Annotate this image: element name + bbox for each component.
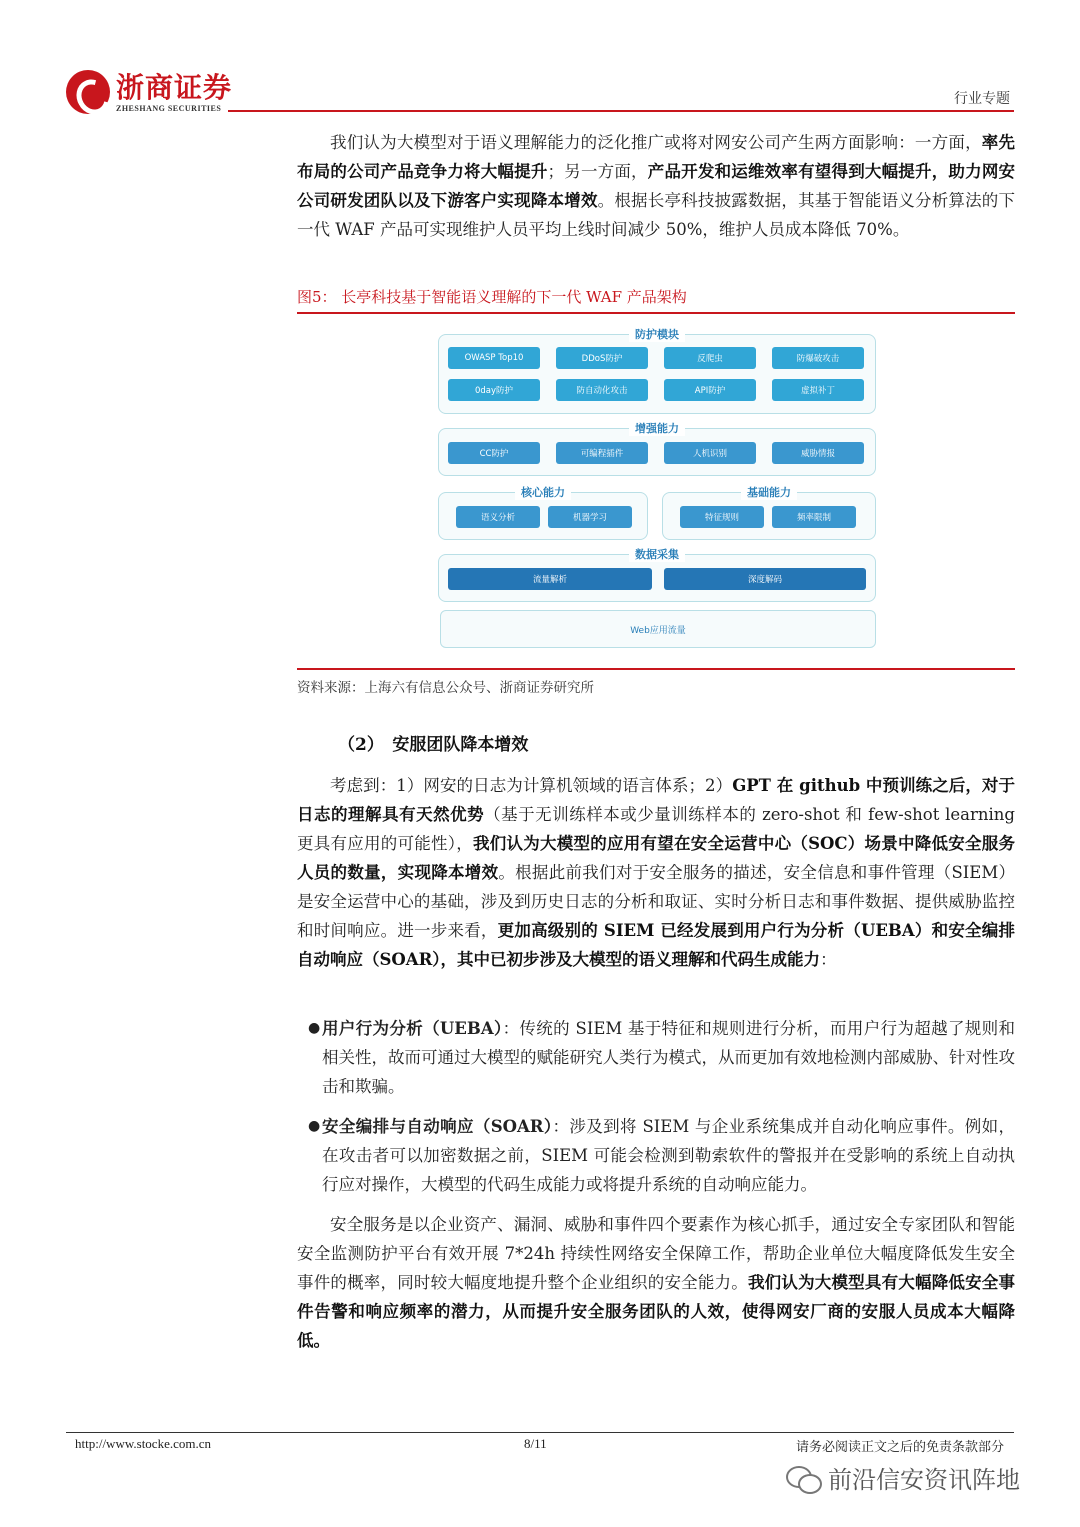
bullet-ueba [308,1014,1015,1101]
para2-text-4: ： [820,950,837,969]
section-heading: （2） 安服团队降本增效 [338,735,529,755]
base-box: 特征规则 [680,506,764,528]
protect-box: API防护 [664,379,756,401]
para2-text-2: （基于无训练样本或少量训练样本的 zero-shot 和 few-shot learning 更具有应用的可能性）， [297,805,1015,853]
disclaimer-note: 请务必阅读正文之后的免责条款部分 [795,1440,1004,1455]
para1-text-1: 我们认为大模型对于语义理解能力的泛化推广或将对网安公司产生两方面影响：一方面， [330,133,982,152]
watermark-text: 前沿信安资讯阵地 [828,1466,1020,1494]
bullet-dot-icon: ● [308,1020,321,1036]
enhance-box: 可编程插件 [556,442,648,464]
bullet-soar [308,1112,1015,1199]
protect-box: DDoS防护 [556,347,648,369]
para1-bold-1: 率先布局的公司产品竞争力将大幅提升 [297,133,1016,181]
para3-text-1: 安全服务是以企业资产、漏洞、威胁和事件四个要素作为核心抓手，通过安全专家团队和智能安全监测防护平台有效开展 7*24h 持续性网络安全保障工作，帮助企业单位大幅度降低发生安全事件的概率，同时较大幅度地提升整个企业组织的安全能力。 [297,1215,1015,1292]
header-divider [228,110,1014,112]
page-number: 8/11 [524,1436,547,1451]
company-logo [66,70,232,114]
base-label: 基础能力 [741,484,797,500]
logo-mark-icon [66,70,110,114]
logo-cn-text: 浙商证券 [116,70,233,104]
bullet-soar-text: ：涉及到将 SIEM 与企业系统集成并自动化响应事件。例如，在攻击者可以加密数据之前，SIEM 可能会检测到勒索软件的警报并在受影响的系统上自动执行应对操作，大模型的代码生成能力或将提升系统的自动响应能力。 [322,1117,1015,1194]
intro-paragraph [297,128,1015,244]
core-label: 核心能力 [515,484,571,500]
enhance-panel [438,422,876,476]
base-box: 频率限制 [772,506,856,528]
protect-label: 防护模块 [629,326,685,342]
para2-text-1: 考虑到：1）网安的日志为计算机领域的语言体系；2） [330,776,733,795]
base-panel [662,486,876,540]
enhance-box: 威胁情报 [772,442,864,464]
wechat-watermark [786,1460,1020,1495]
enhance-label: 增强能力 [629,420,685,436]
protect-box: OWASP Top10 [448,347,540,369]
core-box: 机器学习 [548,506,632,528]
protect-box: 0day防护 [448,379,540,401]
para2-text-3: 。根据此前我们对于安全服务的描述，安全信息和事件管理（SIEM）是安全运营中心的基础，涉及到历史日志的分析和取证、实时分析日志和事件数据、提供威胁监控和时间响应。进一步来看， [297,863,1015,940]
core-panel [438,486,648,540]
protect-box: 虚拟补丁 [772,379,864,401]
web-traffic-box: Web应用流量 [440,610,876,648]
para2-bold-1: GPT 在 github 中预训练之后，对于日志的理解具有天然优势 [297,776,1015,824]
protect-box: 反爬虫 [664,347,756,369]
protect-panel [438,328,876,414]
figure-title: 图5： 长亭科技基于智能语义理解的下一代 WAF 产品架构 [297,288,687,306]
report-category: 行业专题 [954,91,1010,107]
logo-en-text: ZHESHANG SECURITIES [116,103,222,113]
para2-bold-2: 我们认为大模型的应用有望在安全运营中心（SOC）场景中降低安全服务人员的数量，实现降本增效 [297,834,1016,882]
soc-paragraph [297,771,1015,974]
para3-bold-1: 我们认为大模型具有大幅降低安全事件告警和响应频率的潜力，从而提升安全服务团队的人效，使得网安厂商的安服人员成本大幅降低。 [297,1273,1016,1350]
figure-source: 资料来源：上海六有信息公众号、浙商证券研究所 [297,680,594,696]
core-box: 语义分析 [456,506,540,528]
footer-url[interactable]: http://www.stocke.com.cn [75,1436,211,1451]
bullet-dot-icon: ● [308,1118,321,1134]
collect-box: 流量解析 [448,568,652,590]
para1-bold-2: 产品开发和运维效率有望得到大幅提升，助力网安公司研发团队以及下游客户实现降本增效 [297,162,1016,210]
bullet-soar-title: 安全编排与自动响应（SOAR） [322,1117,553,1136]
collect-box: 深度解码 [664,568,866,590]
bullet-ueba-title: 用户行为分析（UEBA） [322,1019,503,1038]
enhance-box: 人机识别 [664,442,756,464]
collect-panel [438,548,876,602]
para1-text-3: 。根据长亭科技披露数据，其基于智能语义分析算法的下一代 WAF 产品可实现维护人员平均上线时间减少 50%，维护人员成本降低 70%。 [297,191,1016,239]
bullet-ueba-text: ：传统的 SIEM 基于特征和规则进行分析，而用户行为超越了规则和相关性，故而可通过大模型的赋能研究人类行为模式，从而更加有效地检测内部威胁、针对性攻击和欺骗。 [322,1019,1015,1096]
service-paragraph [297,1210,1015,1355]
para1-text-2: ；另一方面， [547,162,648,181]
protect-box: 防自动化攻击 [556,379,648,401]
footer-divider [66,1432,1014,1433]
wechat-icon [786,1464,820,1492]
waf-architecture-diagram [426,320,886,660]
figure-top-rule [297,312,1015,314]
protect-box: 防爆破攻击 [772,347,864,369]
para2-bold-3: 更加高级别的 SIEM 已经发展到用户行为分析（UEBA）和安全编排自动响应（SOAR），其中已初步涉及大模型的语义理解和代码生成能力 [297,921,1015,969]
figure-bottom-rule [297,668,1015,670]
collect-label: 数据采集 [629,546,685,562]
enhance-box: CC防护 [448,442,540,464]
